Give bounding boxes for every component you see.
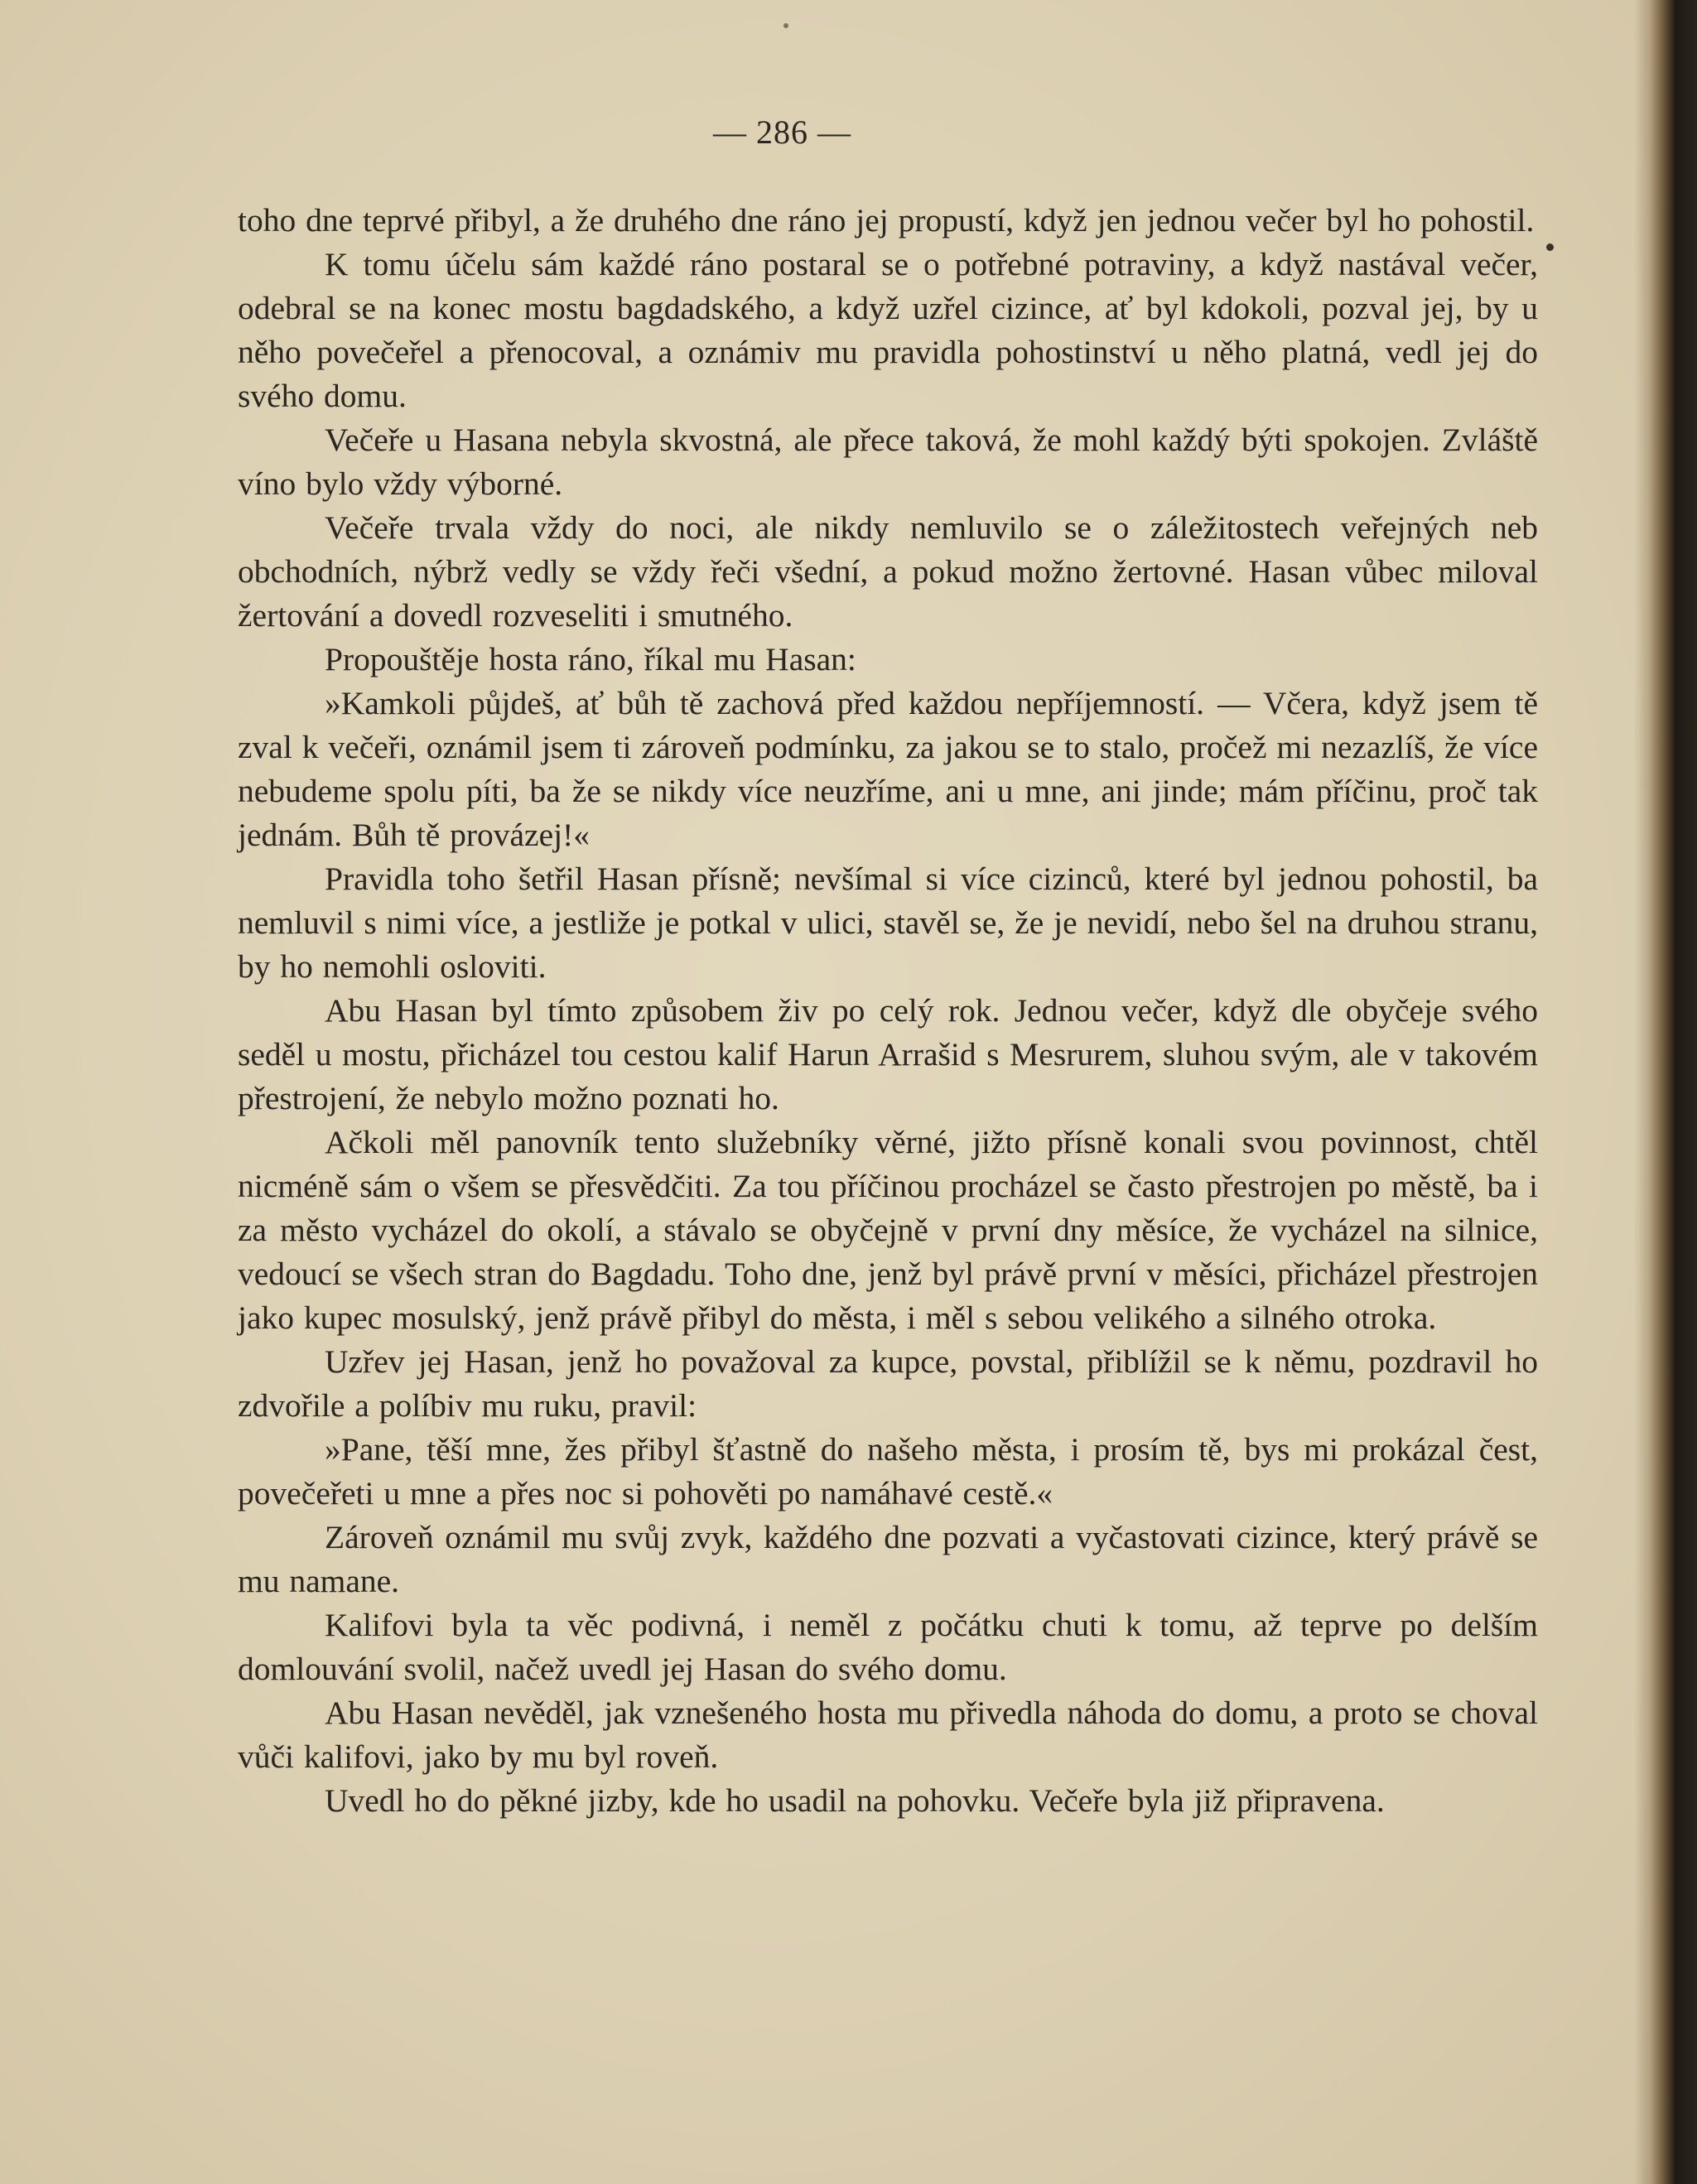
paragraph: Zároveň oznámil mu svůj zvyk, každého dne pozvati a vyčastovati cizince, který právě se mu namane. bbox=[238, 1519, 1538, 1599]
page-number: — 286 — bbox=[713, 113, 851, 151]
paragraph: Večeře trvala vždy do noci, ale nikdy nemluvilo se o záležitostech veřejných neb obchodních, nýbrž vedly se vždy řeči všední, a pokud možno žertovné. Hasan vůbec miloval žertování a dovedl rozveseliti i smutného. bbox=[238, 509, 1538, 634]
body-text bbox=[238, 199, 1538, 1823]
paragraph: Večeře u Hasana nebyla skvostná, ale přece taková, že mohl každý býti spokojen. Zvláště víno bylo vždy výborné. bbox=[238, 422, 1538, 502]
paragraph: »Pane, těší mne, žes přibyl šťastně do našeho města, i prosím tě, bys mi prokázal čest, povečeřeti u mne a přes noc si pohověti po namáhavé cestě.« bbox=[238, 1431, 1538, 1511]
paragraph: Kalifovi byla ta věc podivná, i neměl z počátku chuti k tomu, až teprve po delším domlouvání svolil, načež uvedl jej Hasan do svého domu. bbox=[238, 1607, 1538, 1687]
paragraph: toho dne teprvé přibyl, a že druhého dne ráno jej propustí, když jen jednou večer byl ho pohostil. bbox=[238, 202, 1535, 239]
paragraph: Uvedl ho do pěkné jizby, kde ho usadil na pohovku. Večeře byla již připravena. bbox=[325, 1782, 1385, 1819]
print-speck bbox=[1546, 243, 1554, 251]
paragraph: Propouštěje hosta ráno, říkal mu Hasan: bbox=[325, 641, 856, 677]
page-gutter-shadow bbox=[1634, 0, 1649, 2184]
paragraph: K tomu účelu sám každé ráno postaral se o potřebné potraviny, a když nastával večer, odebral se na konec mostu bagdadského, a když uzřel cizince, ať byl kdokoli, pozval jej, by u něho povečeřel a přenocoval, a oznámiv mu pravidla pohostinství u něho platná, vedl jej do svého domu. bbox=[238, 246, 1538, 414]
paragraph: Ačkoli měl panovník tento služebníky věrné, jižto přísně konali svou povinnost, chtěl nicméně sám o všem se přesvědčiti. Za tou příčinou procházel se často přestrojen po městě, ba i za město vycházel do okolí, a stávalo se obyčejně v první dny měsíce, že vycházel na silnice, vedoucí se všech stran do Bagdadu. Toho dne, jenž byl právě první v měsíci, přicházel přestrojen jako kupec mosulský, jenž právě přibyl do města, i měl s sebou velikého a silného otroka. bbox=[238, 1124, 1538, 1336]
paragraph: Abu Hasan byl tímto způsobem živ po celý rok. Jednou večer, když dle obyčeje svého seděl u mostu, přicházel tou cestou kalif Harun Arrašid s Mesrurem, sluhou svým, ale v takovém přestrojení, že nebylo možno poznati ho. bbox=[238, 992, 1538, 1116]
paragraph: Abu Hasan nevěděl, jak vznešeného hosta mu přivedla náhoda do domu, a proto se choval vůči kalifovi, jako by mu byl roveň. bbox=[238, 1695, 1538, 1775]
paragraph: »Kamkoli půjdeš, ať bůh tě zachová před každou nepříjemností. — Včera, když jsem tě zval k večeři, oznámil jsem ti zároveň podmínku, za jakou se to stalo, pročež mi nezazlíš, že více nebudeme spolu píti, ba že se nikdy více neuzříme, ani u mne, ani jinde; mám příčinu, proč tak jednám. Bůh tě provázej!« bbox=[238, 685, 1538, 853]
print-speck bbox=[783, 23, 788, 28]
paragraph: Uzřev jej Hasan, jenž ho považoval za kupce, povstal, přiblížil se k němu, pozdravil ho zdvořile a políbiv mu ruku, pravil: bbox=[238, 1343, 1538, 1424]
book-spine bbox=[1649, 0, 1697, 2184]
paragraph: Pravidla toho šetřil Hasan přísně; nevšímal si více cizinců, které byl jednou pohostil, ba nemluvil s nimi více, a jestliže je potkal v ulici, stavěl se, že je nevidí, nebo šel na druhou stranu, by ho nemohli osloviti. bbox=[238, 861, 1538, 985]
